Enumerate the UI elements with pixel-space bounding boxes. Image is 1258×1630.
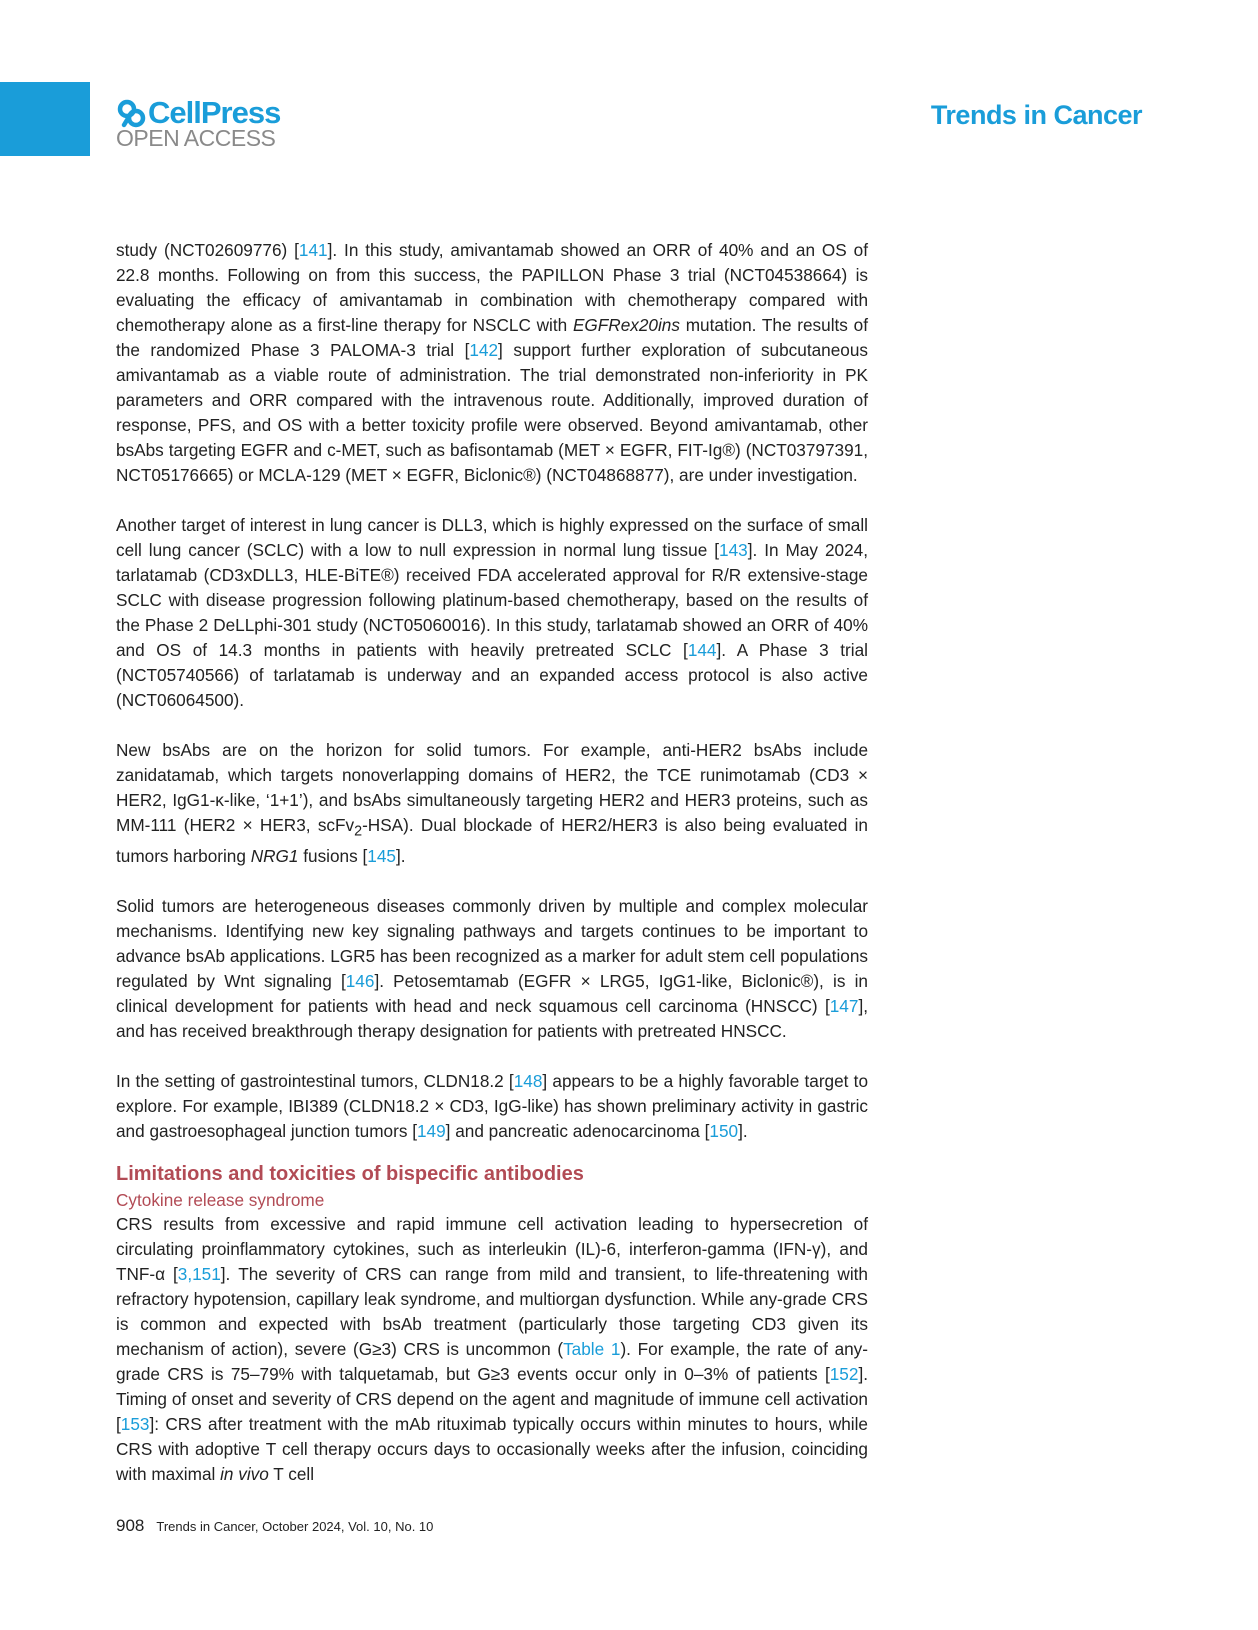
page-number: 908 [116, 1516, 145, 1535]
reference-link[interactable]: 151 [192, 1264, 221, 1285]
reference-link[interactable]: 149 [416, 1121, 446, 1142]
text-run: ] appears to be a highly favorable target to explore. For example, IBI389 (CLDN18.2 × CD3, IgG-like) has shown preliminary activity in gastric and gastroesophageal junction tumors [ [116, 1071, 869, 1142]
paragraph [116, 894, 868, 1044]
reference-link[interactable]: 152 [829, 1364, 859, 1385]
text-run: ]. In this study, amivantamab showed an ORR of 40% and an OS of 22.8 months. Following on from this success, the PAPILLON Phase 3 trial (NCT04538664) is evaluating the efficacy of amivantamab in combination with chemotherapy compared with chemotherapy alone as a first-line therapy for NSCLC with [116, 240, 868, 335]
italic-term: EGFRex20ins [572, 315, 680, 335]
subscript: 2 [354, 823, 363, 840]
text-run: ], and has received breakthrough therapy designation for patients with pretreated HNSCC. [116, 996, 868, 1042]
journal-title[interactable]: Trends in Cancer [930, 100, 1142, 130]
brand-name: CellPress [148, 95, 281, 130]
paragraph [116, 1069, 868, 1144]
journal-citation: Trends in Cancer, October 2024, Vol. 10, No. 10 [156, 1519, 434, 1534]
text-run: T cell [268, 1464, 315, 1485]
text-run: ]. [738, 1121, 748, 1142]
brand-tagline: OPEN ACCESS [116, 125, 276, 151]
text-run: ]. In May 2024, tarlatamab (CD3xDLL3, HLE-BiTE®) received FDA accelerated approval for R/R extensive-stage SCLC with disease progression following platinum-based chemotherapy, based on the results of the Phase 2 DeLLphi-301 study (NCT05060016). In this study, tarlatamab showed an ORR of 40% and OS of 14.3 months in patients with heavily pretreated SCLC [ [116, 540, 868, 660]
reference-link[interactable]: 3 [177, 1264, 188, 1285]
reference-separator: , [187, 1264, 193, 1285]
text-run: Solid tumors are heterogeneous diseases commonly driven by multiple and complex molecular mechanisms. Identifying new key signaling pathways and targets continues to be important to advance bsAb applications. LGR5 has been recognized as a marker for adult stem cell populations regulated by Wnt signaling [ [116, 896, 868, 992]
reference-link[interactable]: 150 [709, 1121, 739, 1142]
paragraph [116, 238, 868, 488]
text-run: ). For example, the rate of any-grade CRS is 75–79% with talquetamab, but G≥3 events occur only in 0–3% of patients [ [116, 1339, 869, 1385]
cellpress-logo[interactable] [116, 96, 280, 150]
brand-color-tab [0, 82, 90, 156]
text-run: ]. A Phase 3 trial (NCT05740566) of tarlatamab is underway and an expanded access protocol is also active (NCT06064500). [116, 640, 868, 710]
text-run: New bsAbs are on the horizon for solid tumors. For example, anti-HER2 bsAbs include zanidatamab, which targets nonoverlapping domains of HER2, the TCE runimotamab (CD3 × HER2, IgG1-κ-like, ‘1+1’), and bsAbs simultaneously targeting HER2 and HER3 proteins, such as MM-111 (HER2 × HER3, scFv [116, 740, 868, 835]
italic-term: NRG1 [250, 846, 299, 867]
reference-link[interactable]: 144 [687, 640, 717, 660]
text-run: ] and pancreatic adenocarcinoma [ [445, 1121, 710, 1142]
page-footer [116, 1516, 433, 1536]
text-run: -HSA). Dual blockade of HER2/HER3 is also being evaluated in tumors harboring [116, 815, 868, 867]
text-run: In the setting of gastrointestinal tumors, CLDN18.2 [ [116, 1071, 514, 1092]
reference-link[interactable]: 141 [298, 240, 328, 260]
text-run: CRS results from excessive and rapid immune cell activation leading to hypersecretion of circulating proinflammatory cytokines, such as interleukin (IL)-6, interferon-gamma (IFN-γ), and TNF-α [ [116, 1214, 868, 1285]
paragraph [116, 738, 868, 869]
text-run: mutation. The results of the randomized Phase 3 PALOMA-3 trial [ [116, 315, 868, 360]
reference-link[interactable]: 153 [120, 1414, 150, 1435]
text-run: ]. [395, 846, 406, 867]
reference-link[interactable]: 143 [719, 540, 748, 560]
text-run: study (NCT02609776) [ [116, 240, 299, 260]
paragraph [116, 513, 868, 713]
reference-link[interactable]: 146 [345, 971, 375, 992]
paragraph [116, 1212, 868, 1487]
section-heading: Limitations and toxicities of bispecific antibodies [116, 1163, 584, 1186]
cellpress-mark-icon [116, 98, 146, 128]
italic-term: in vivo [220, 1464, 269, 1485]
text-run: fusions [ [298, 846, 368, 867]
text-run: Another target of interest in lung cancer is DLL3, which is highly expressed on the surface of small cell lung cancer (SCLC) with a low to null expression in normal lung tissue [ [116, 515, 868, 560]
reference-link[interactable]: 145 [367, 846, 396, 867]
reference-link[interactable]: 142 [469, 340, 499, 360]
reference-link[interactable]: 148 [513, 1071, 543, 1092]
text-run: ]. Timing of onset and severity of CRS depend on the agent and magnitude of immune cell activation [ [116, 1364, 868, 1435]
text-run: ]. The severity of CRS can range from mild and transient, to life-threatening with refractory hypotension, capillary leak syndrome, and multiorgan dysfunction. While any-grade CRS is common and expected with bsAb treatment (particularly those targeting CD3 given its mechanism of action), severe (G≥3) CRS is uncommon ( [116, 1264, 868, 1360]
text-run: ]. Petosemtamab (EGFR × LRG5, IgG1-like, Biclonic®), is in clinical development for patients with head and neck squamous cell carcinoma (HNSCC) [ [116, 971, 868, 1017]
article-body [116, 238, 868, 1487]
text-run: ] support further exploration of subcutaneous amivantamab as a viable route of administration. The trial demonstrated non-inferiority in PK parameters and ORR compared with the intravenous route. Additionally, improved duration of response, PFS, and OS with a better toxicity profile were observed. Beyond amivantamab, other bsAbs targeting EGFR and c-MET, such as bafisontamab (MET × EGFR, FIT-Ig®) (NCT03797391, NCT05176665) or MCLA-129 (MET × EGFR, Biclonic®) (NCT04868877), are under investigation. [116, 340, 868, 485]
reference-link[interactable]: 147 [829, 996, 859, 1017]
text-run: ]: CRS after treatment with the mAb rituximab typically occurs within minutes to hours, while CRS with adoptive T cell therapy occurs days to occasionally weeks after the infusion, coinciding with maximal [116, 1414, 868, 1485]
subsection-heading: Cytokine release syndrome [116, 1190, 325, 1211]
table-link[interactable]: Table 1 [563, 1339, 621, 1360]
